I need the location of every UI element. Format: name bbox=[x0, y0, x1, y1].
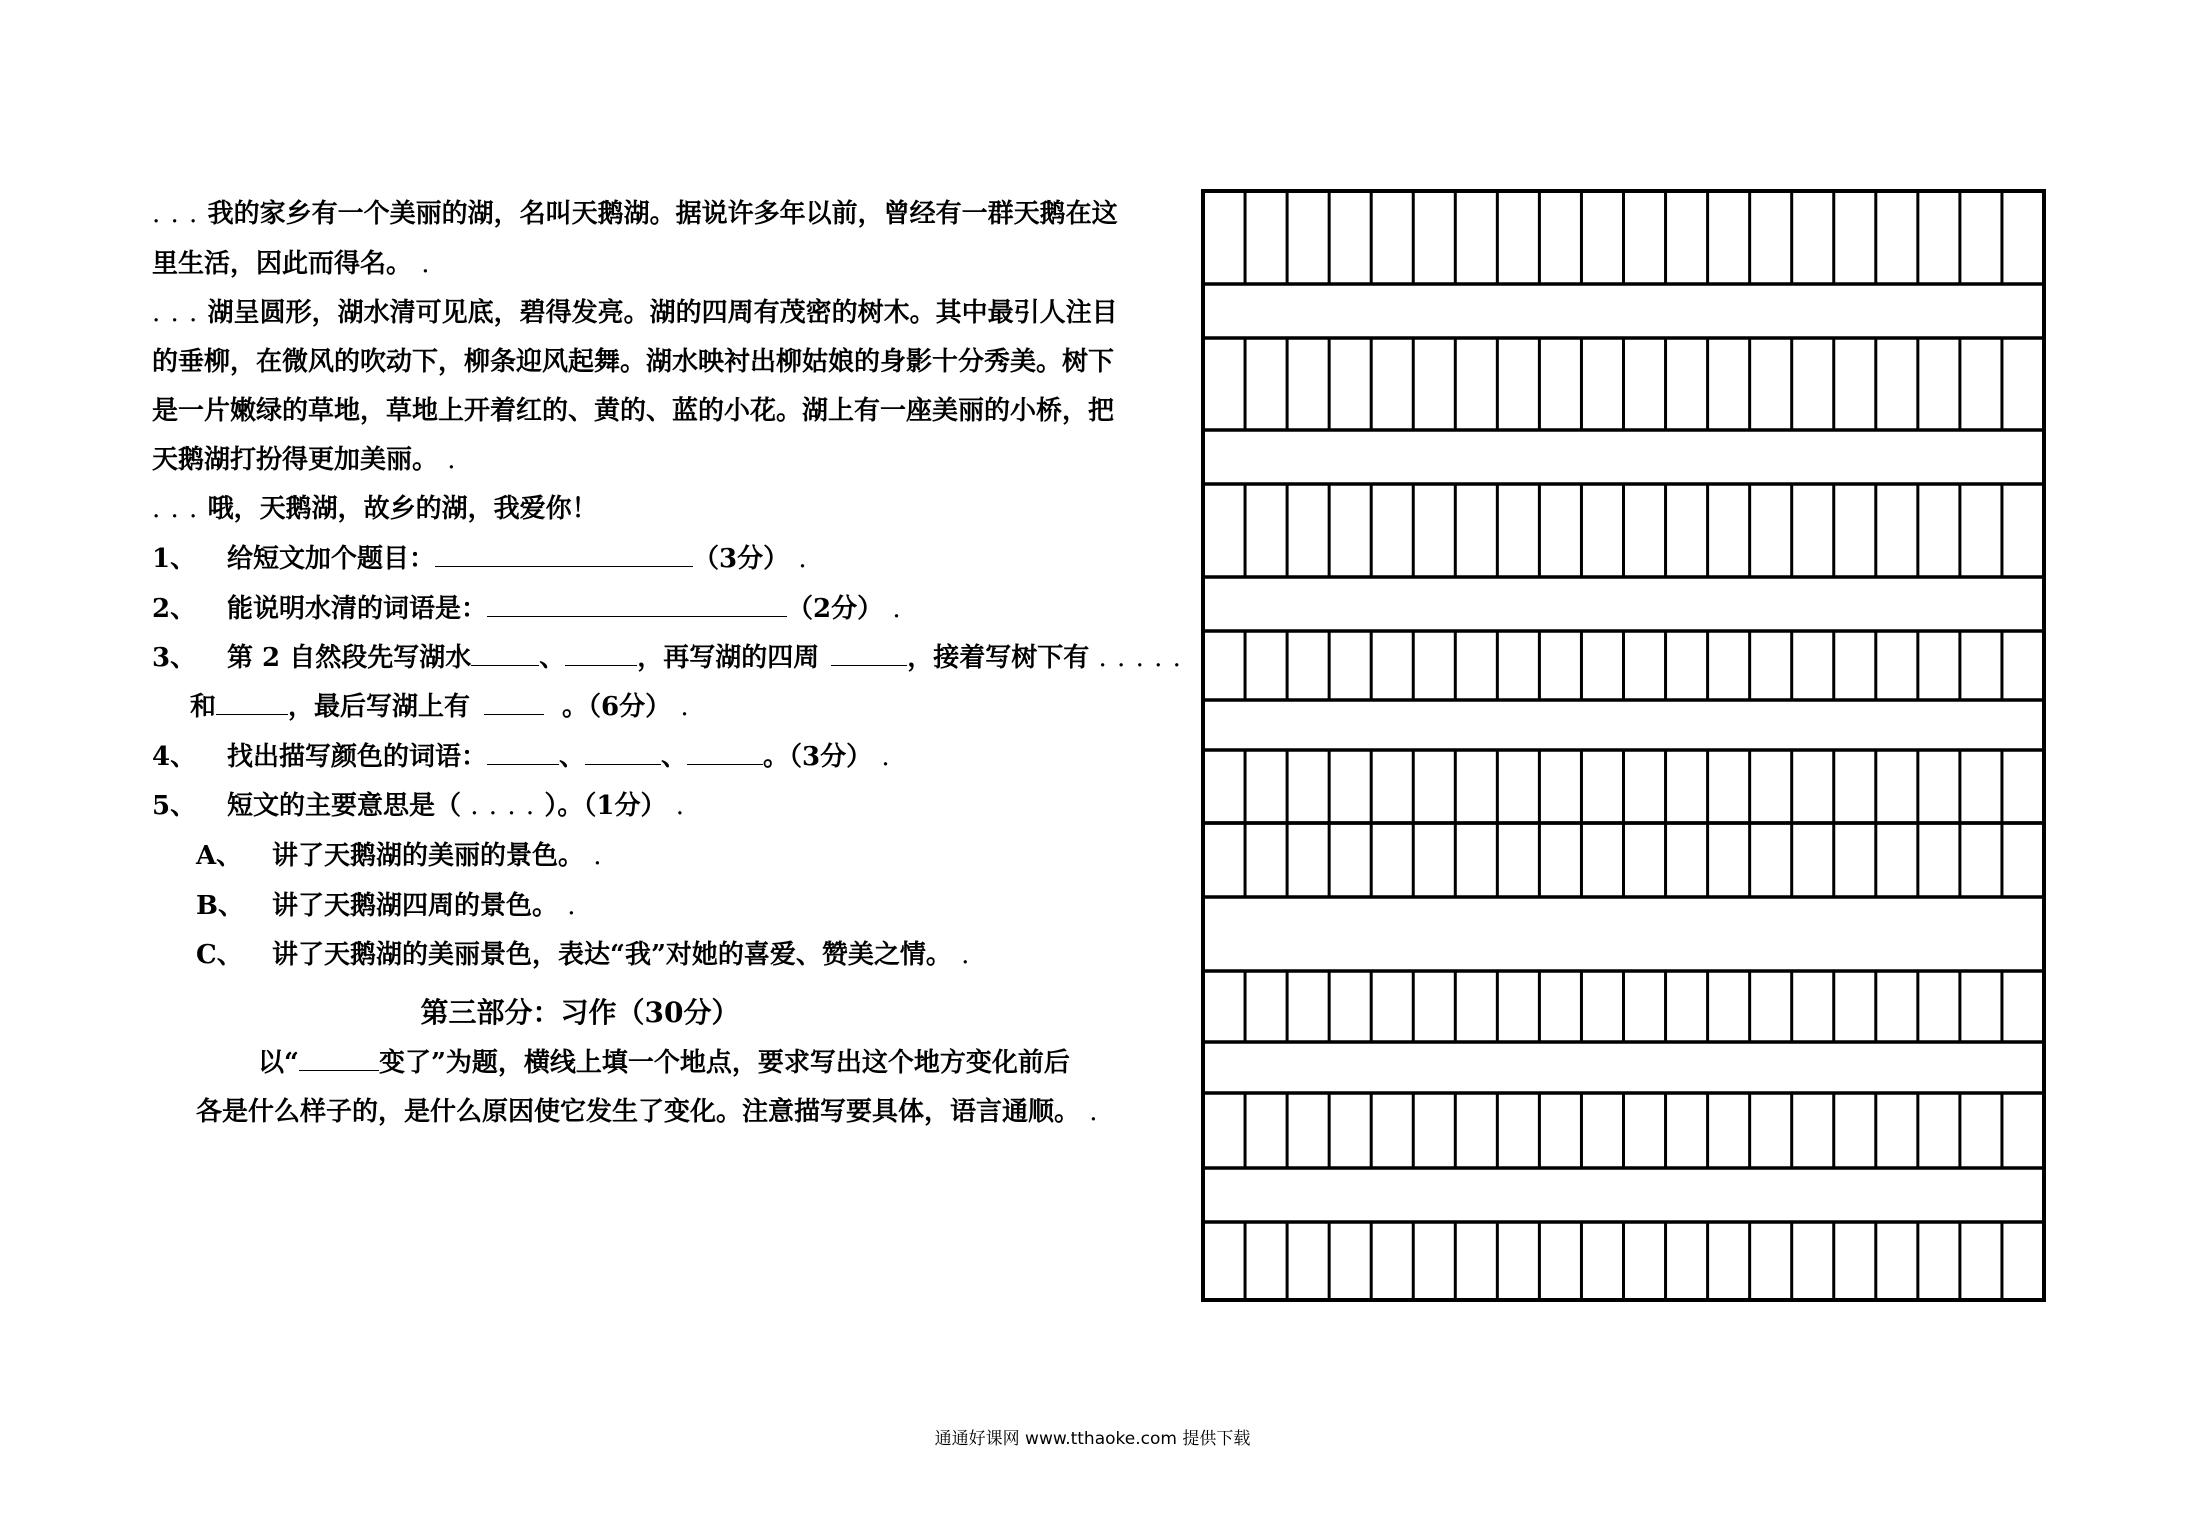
answer-slot[interactable]: . . . . bbox=[461, 791, 545, 821]
option-text: 讲了天鹅湖的美丽景色，表达“我”对她的喜爱、赞美之情。 bbox=[272, 940, 952, 970]
para-marker: . . . bbox=[152, 199, 208, 229]
option-label: C、 bbox=[196, 940, 243, 970]
footer-credit: 通通好课网 www.tthaoke.com 提供下载 bbox=[934, 1429, 1251, 1449]
question-number: 3、 bbox=[152, 643, 197, 673]
option-b[interactable]: B、 讲了天鹅湖四周的景色。 . bbox=[196, 891, 577, 921]
question-1: 1、 给短文加个题目： （3分） . bbox=[152, 544, 808, 574]
question-text: 第 2 自然段先写湖水 bbox=[227, 643, 472, 673]
passage-p1-line2: 里生活，因此而得名。 bbox=[152, 249, 413, 279]
question-number: 4、 bbox=[152, 742, 197, 772]
question-3: 3、 第 2 自然段先写湖水 、 ，再写湖的四周 ，接着写树下有 . . . . . bbox=[152, 643, 1182, 673]
question-number: 2、 bbox=[152, 594, 197, 624]
question-text: 给短文加个题目： bbox=[227, 544, 436, 574]
question-score: （3分） bbox=[693, 544, 790, 574]
option-label: B、 bbox=[196, 891, 244, 921]
question-text: 能说明水清的词语是： bbox=[227, 594, 488, 624]
option-text: 讲了天鹅湖四周的景色。 bbox=[272, 891, 559, 921]
option-text: 讲了天鹅湖的美丽的景色。 bbox=[272, 841, 585, 871]
writing-prompt-line2: 各是什么样子的，是什么原因使它发生了变化。注意描写要具体，语言通顺。 . bbox=[196, 1097, 1099, 1127]
question-2: 2、 能说明水清的词语是： （2分） . bbox=[152, 594, 902, 624]
option-a[interactable]: A、 讲了天鹅湖的美丽的景色。 . bbox=[196, 841, 603, 871]
option-label: A、 bbox=[196, 841, 243, 871]
question-number: 5、 bbox=[152, 791, 197, 821]
passage-p2-line4: 天鹅湖打扮得更加美丽。 bbox=[152, 445, 439, 475]
para-marker: . . . bbox=[152, 494, 208, 524]
question-score: （2分） bbox=[787, 594, 884, 624]
passage-p1-line1: 我的家乡有一个美丽的湖，名叫天鹅湖。据说许多年以前，曾经有一群天鹅在这 bbox=[207, 199, 1118, 229]
passage-p2-line2: 的垂柳，在微风的吹动下，柳条迎风起舞。湖水映衬出柳姑娘的身影十分秀美。树下 bbox=[152, 347, 1115, 377]
question-5: 5、 短文的主要意思是（ . . . . ）。（1分） . bbox=[152, 791, 686, 821]
question-number: 1、 bbox=[152, 544, 197, 574]
question-text: 找出描写颜色的词语： bbox=[227, 742, 488, 772]
question-3-cont: 和 ，最后写湖上有 。（6分） . bbox=[190, 692, 690, 722]
passage-p2-line1: 湖呈圆形，湖水清可见底，碧得发亮。湖的四周有茂密的树木。其中最引人注目 bbox=[207, 298, 1118, 328]
para-marker: . bbox=[412, 249, 431, 279]
section3-heading: 第三部分：习作（30分） bbox=[420, 996, 740, 1029]
para-marker: . bbox=[438, 445, 457, 475]
writing-prompt-line1: 以“ 变了”为题，横线上填一个地点，要求写出这个地方变化前后 bbox=[258, 1048, 1070, 1078]
passage-p2-line3: 是一片嫩绿的草地，草地上开着红的、黄的、蓝的小花。湖上有一座美丽的小桥，把 bbox=[152, 396, 1115, 426]
passage-p3-line1: 哦，天鹅湖，故乡的湖，我爱你！ bbox=[207, 494, 598, 524]
para-marker: . . . bbox=[152, 298, 208, 328]
question-text: 短文的主要意思是（ bbox=[227, 791, 462, 821]
question-4: 4、 找出描写颜色的词语： 、 、 。（3分） . bbox=[152, 742, 891, 772]
option-c[interactable]: C、 讲了天鹅湖的美丽景色，表达“我”对她的喜爱、赞美之情。 . bbox=[196, 940, 971, 970]
